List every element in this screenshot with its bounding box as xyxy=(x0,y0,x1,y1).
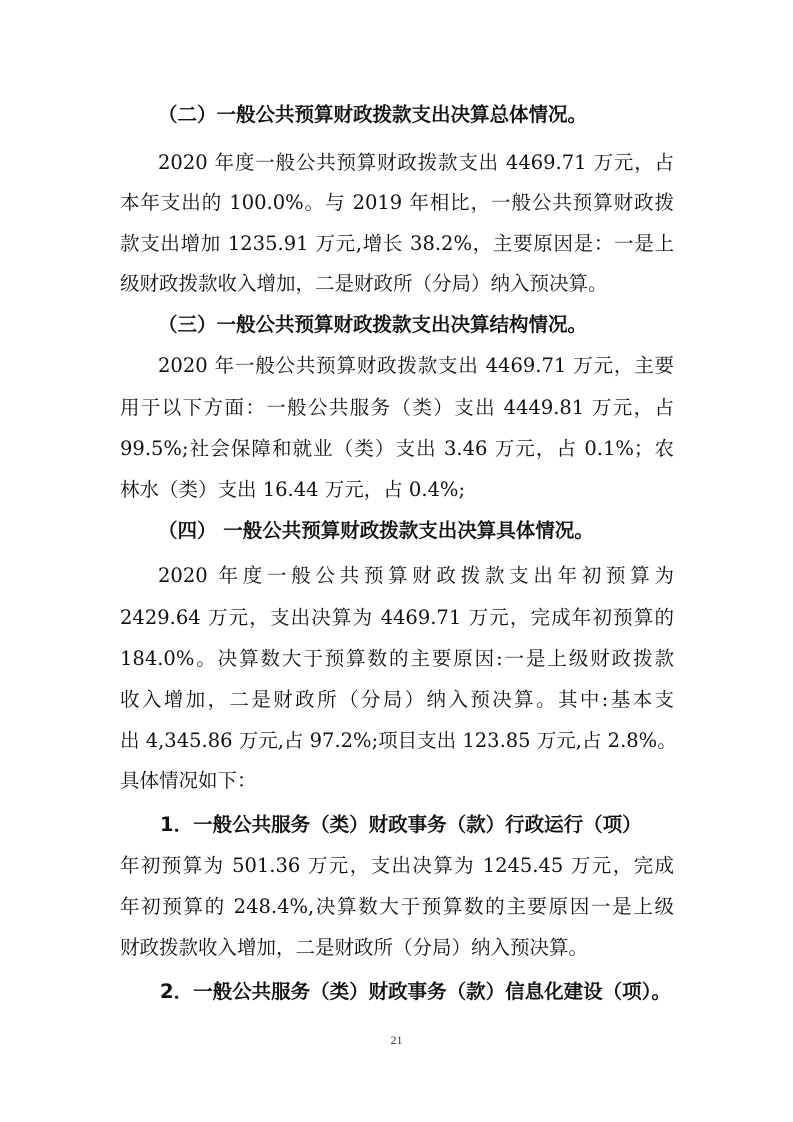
paragraph-line: 出 4,345.86 万元,占 97.2%;项目支出 123.85 万元,占 2.8%。 xyxy=(120,729,677,752)
item-heading-1: 1．一般公共服务（类）财政事务（款）行政运行（项） xyxy=(160,813,642,836)
paragraph-line: 2020 年度一般公共预算财政拨款支出 4469.71 万元，占 xyxy=(158,151,674,174)
paragraph-line: 收入增加，二是财政所（分局）纳入预决算。其中:基本支 xyxy=(120,688,674,711)
paragraph-line: 184.0%。决算数大于预算数的主要原因:一是上级财政拨款 xyxy=(120,647,674,670)
paragraph-line: 年初预算的 248.4%,决算数大于预算数的主要原因一是上级 xyxy=(120,895,674,918)
paragraph-line: 用于以下方面：一般公共服务（类）支出 4449.81 万元，占 xyxy=(120,396,674,419)
paragraph-line: 年初预算为 501.36 万元，支出决算为 1245.45 万元，完成 xyxy=(120,854,674,877)
page-number: 21 xyxy=(390,1033,403,1047)
section-heading-3: （三）一般公共预算财政拨款支出决算结构情况。 xyxy=(158,313,588,336)
section-heading-4: （四） 一般公共预算财政拨款支出决算具体情况。 xyxy=(158,519,594,542)
paragraph-line: 本年支出的 100.0%。与 2019 年相比，一般公共预算财政拨 xyxy=(120,191,674,214)
paragraph-line: 级财政拨款收入增加，二是财政所（分局）纳入预决算。 xyxy=(120,272,608,295)
paragraph-line: 林水（类）支出 16.44 万元，占 0.4%; xyxy=(120,478,466,501)
paragraph-line: 99.5%;社会保障和就业（类）支出 3.46 万元，占 0.1%；农 xyxy=(120,437,674,460)
paragraph-line: 2020 年一般公共预算财政拨款支出 4469.71 万元，主要 xyxy=(158,354,674,377)
item-heading-2: 2．一般公共服务（类）财政事务（款）信息化建设（项）。 xyxy=(160,980,671,1003)
paragraph-line: 2429.64 万元，支出决算为 4469.71 万元，完成年初预算的 xyxy=(120,606,674,629)
paragraph-line: 具体情况如下： xyxy=(120,769,257,792)
paragraph-line: 款支出增加 1235.91 万元,增长 38.2%，主要原因是：一是上 xyxy=(120,232,674,255)
paragraph-line: 财政拨款收入增加，二是财政所（分局）纳入预决算。 xyxy=(120,936,589,959)
paragraph-line: 2020 年度一般公共预算财政拨款支出年初预算为 xyxy=(158,564,674,587)
section-heading-2: （二）一般公共预算财政拨款支出决算总体情况。 xyxy=(158,103,588,126)
